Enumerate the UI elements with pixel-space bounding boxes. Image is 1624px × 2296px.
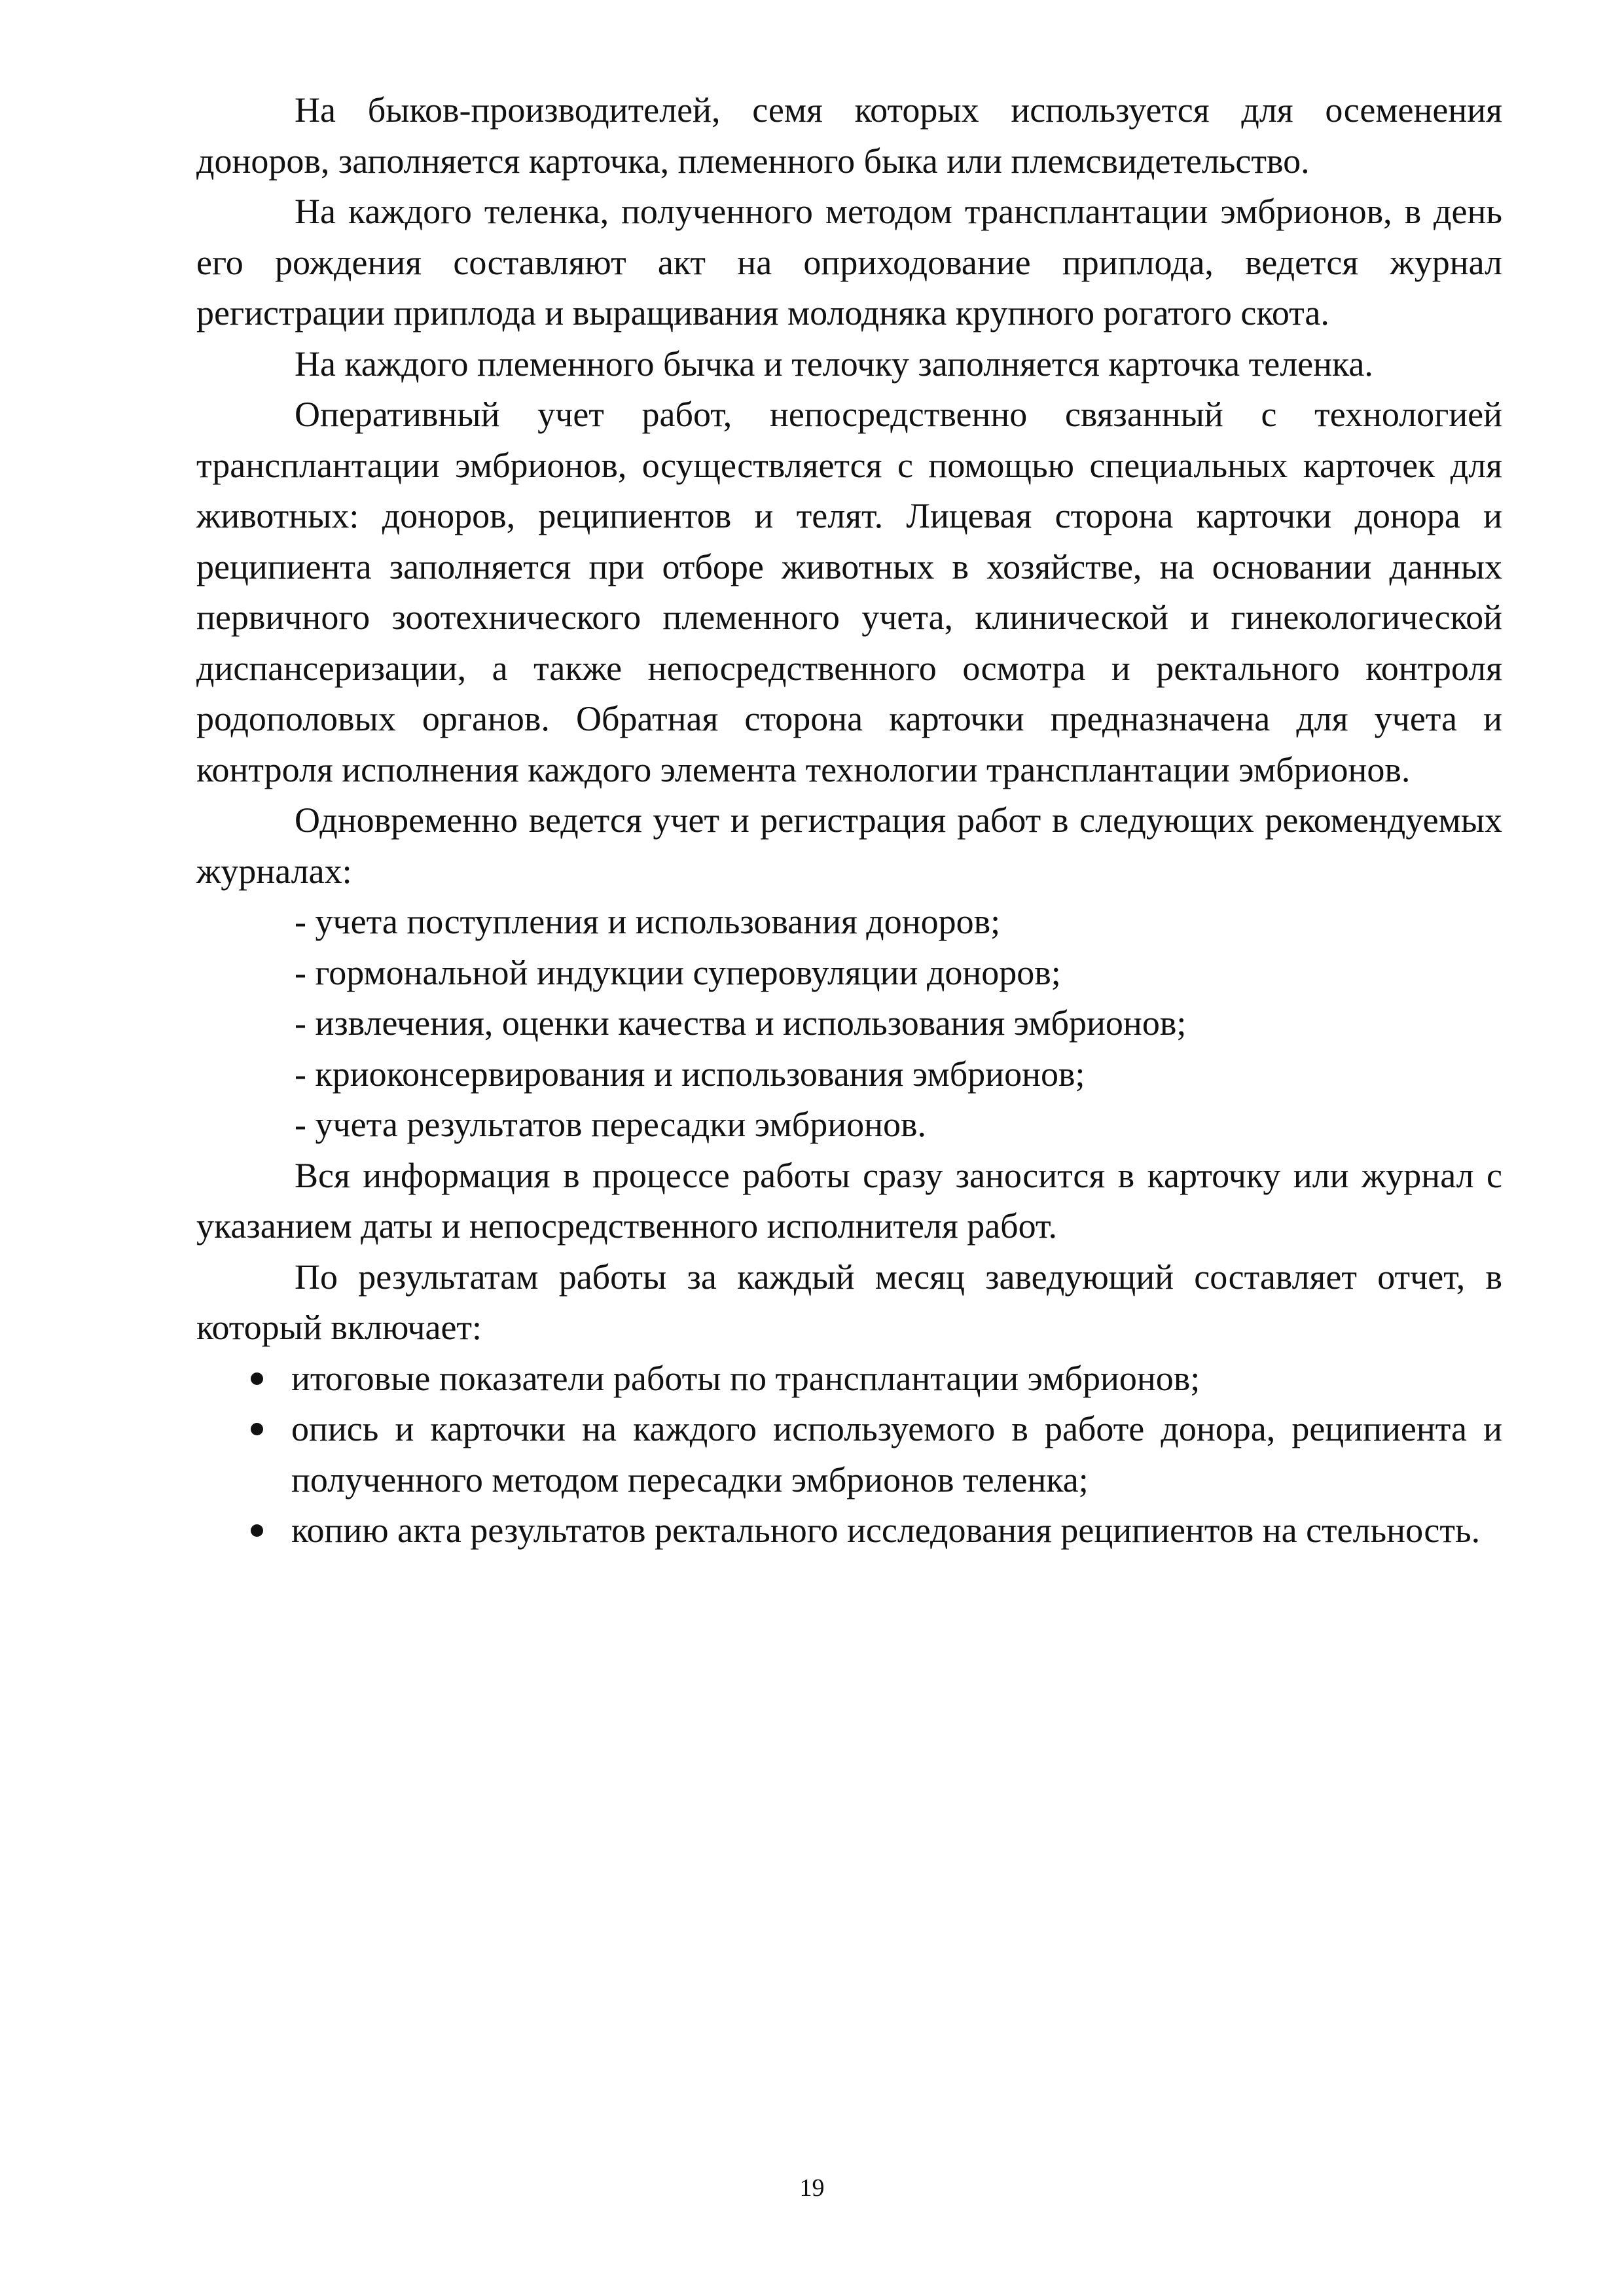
list-item: - учета поступления и использования доноров; [295,897,1502,948]
paragraph-bull-sires: На быков-производителей, семя которых используется для осеменения доноров, заполняется карточка, племенного быка или племсвидетельство. [196,90,1502,181]
bullet-icon [251,1372,263,1385]
bullet-icon [251,1423,263,1435]
paragraph-calf-card: На каждого племенного бычка и телочку заполняется карточка теленка. [295,344,1373,384]
list-item: - учета результатов пересадки эмбрионов. [295,1100,1502,1151]
paragraph-information-entry: Вся информация в процессе работы сразу заносится в карточку или журнал с указанием даты и непосредственного исполнителя работ. [196,1155,1502,1246]
page-number: 19 [799,2174,825,2202]
page-body [196,85,1502,1556]
list-item: - криоконсервирования и использования эмбрионов; [295,1049,1502,1100]
journals-list [196,897,1502,1151]
list-item-text: опись и карточки на каждого используемого в работе донора, реципиента и полученного методом пересадки эмбрионов теленка; [291,1409,1502,1499]
list-item: - извлечения, оценки качества и использования эмбрионов; [295,998,1502,1049]
report-items-list [196,1354,1502,1556]
paragraph-monthly-report: По результатам работы за каждый месяц заведующий составляет отчет, в который включает: [196,1257,1502,1347]
paragraph-operational-accounting: Оперативный учет работ, непосредственно связанный с технологией трансплантации эмбрионов, осуществляется с помощью специальных карточек для животных: доноров, реципиентов и телят. Лицевая сторона карточки донора и реципиента заполняется при отборе животных в хозяйстве, на основании данных первичного зоотехнического племенного учета, клинической и гинекологической диспансеризации, а также непосредственного осмотра и ректального контроля родополовых органов. Обратная сторона карточки предназначена для учета и контроля исполнения каждого элемента технологии трансплантации эмбрионов. [196,395,1502,789]
paragraph-journals-intro: Одновременно ведется учет и регистрация работ в следующих рекомендуемых журналах: [196,800,1502,891]
list-item [245,1354,1502,1405]
list-item: - гормональной индукции суперовуляции доноров; [295,948,1502,999]
list-item [245,1404,1502,1505]
paragraph-calf-registration: На каждого теленка, полученного методом трансплантации эмбрионов, в день его рождения составляют акт на оприходование приплода, ведется журнал регистрации приплода и выращивания молодняка крупного рогатого скота. [196,192,1502,332]
list-item-text: копию акта результатов ректального исследования реципиентов на стельность. [291,1511,1481,1550]
list-item [245,1505,1502,1556]
list-item-text: итоговые показатели работы по трансплантации эмбрионов; [291,1358,1200,1398]
bullet-icon [251,1524,263,1537]
